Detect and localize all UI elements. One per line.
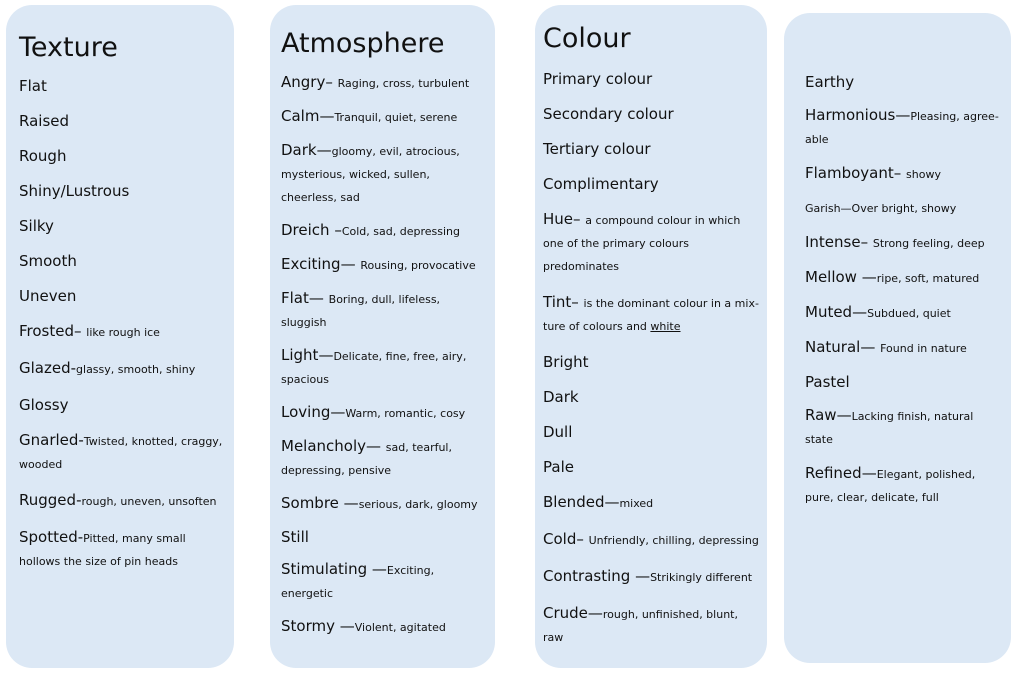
list-item: Loving—Warm, romantic, cosy — [281, 403, 466, 421]
list-item: Tertiary colour — [543, 140, 651, 158]
list-item: Rough — [19, 147, 67, 165]
list-item: Primary colour — [543, 70, 653, 88]
list-item: Harmonious—Pleasing, agree-able — [805, 106, 999, 146]
list-item: Smooth — [19, 252, 77, 270]
colour-panel — [535, 5, 767, 668]
colour-continued-panel — [784, 13, 1011, 663]
texture-panel — [6, 5, 234, 668]
list-item: Spotted-Pitted, many small hollows the size of pin heads — [19, 528, 186, 568]
list-item: Rugged-rough, uneven, unsoften — [19, 491, 217, 509]
list-item: Angry– Raging, cross, turbulent — [281, 73, 470, 91]
texture-list — [19, 75, 226, 573]
colour-heading: Colour — [543, 23, 631, 54]
list-item: Stormy —Violent, agitated — [281, 617, 446, 635]
list-item: Natural— Found in nature — [805, 338, 967, 356]
list-item: Exciting— Rousing, provocative — [281, 255, 476, 273]
list-item: Hue– a compound colour in which one of the primary colours predominates — [543, 210, 741, 273]
list-item: Cold– Unfriendly, chilling, depressing — [543, 530, 759, 548]
list-item: Flat — [19, 77, 47, 95]
list-item: Refined—Elegant, polished, pure, clear, delicate, full — [805, 464, 976, 504]
colour-list — [543, 68, 759, 649]
list-item: Dark—gloomy, evil, atrocious, mysterious, wicked, sullen, cheerless, sad — [281, 141, 460, 204]
list-item: Intense– Strong feeling, deep — [805, 233, 985, 251]
list-item: Glossy — [19, 396, 69, 414]
list-item: Stimulating —Exciting, energetic — [281, 560, 435, 600]
list-item: Silky — [19, 217, 54, 235]
atmosphere-panel — [270, 5, 495, 668]
list-item: Raised — [19, 112, 70, 130]
list-item: Mellow —ripe, soft, matured — [805, 268, 980, 286]
list-item: Bright — [543, 353, 589, 371]
texture-heading: Texture — [19, 32, 118, 63]
list-item: Garish—Over bright, showy — [805, 202, 957, 215]
list-item: Glazed-glassy, smooth, shiny — [19, 359, 196, 377]
list-item: Tint– is the dominant colour in a mix-ture of colours and white — [543, 293, 759, 333]
list-item: Contrasting —Strikingly different — [543, 567, 753, 585]
list-item: Light—Delicate, fine, free, airy, spacious — [281, 346, 467, 386]
list-item: Pastel — [805, 373, 850, 391]
list-item: Muted—Subdued, quiet — [805, 303, 951, 321]
list-item: Blended—mixed — [543, 493, 654, 511]
list-item: Secondary colour — [543, 105, 674, 123]
list-item: Uneven — [19, 287, 77, 305]
list-item: Frosted– like rough ice — [19, 322, 160, 340]
list-item: Complimentary — [543, 175, 659, 193]
list-item: Flamboyant– showy — [805, 164, 941, 182]
list-item: Melancholy— sad, tearful, depressing, pensive — [281, 437, 452, 477]
list-item: Pale — [543, 458, 574, 476]
list-item: Dark — [543, 388, 579, 406]
list-item: Gnarled-Twisted, knotted, craggy, wooded — [19, 431, 223, 471]
list-item: Raw—Lacking finish, natural state — [805, 406, 974, 446]
list-item: Shiny/Lustrous — [19, 182, 130, 200]
list-item: Flat— Boring, dull, lifeless, sluggish — [281, 289, 441, 329]
list-item: Still — [281, 528, 309, 546]
list-item: Dreich –Cold, sad, depressing — [281, 221, 460, 239]
atmosphere-heading: Atmosphere — [281, 28, 445, 59]
list-item: Sombre —serious, dark, gloomy — [281, 494, 478, 512]
list-item: Crude—rough, unfinished, blunt, raw — [543, 604, 738, 644]
colour-continued-list — [805, 71, 1003, 509]
list-item: Dull — [543, 423, 573, 441]
atmosphere-list — [281, 71, 487, 639]
list-item: Calm—Tranquil, quiet, serene — [281, 107, 458, 125]
list-item: Earthy — [805, 73, 855, 91]
